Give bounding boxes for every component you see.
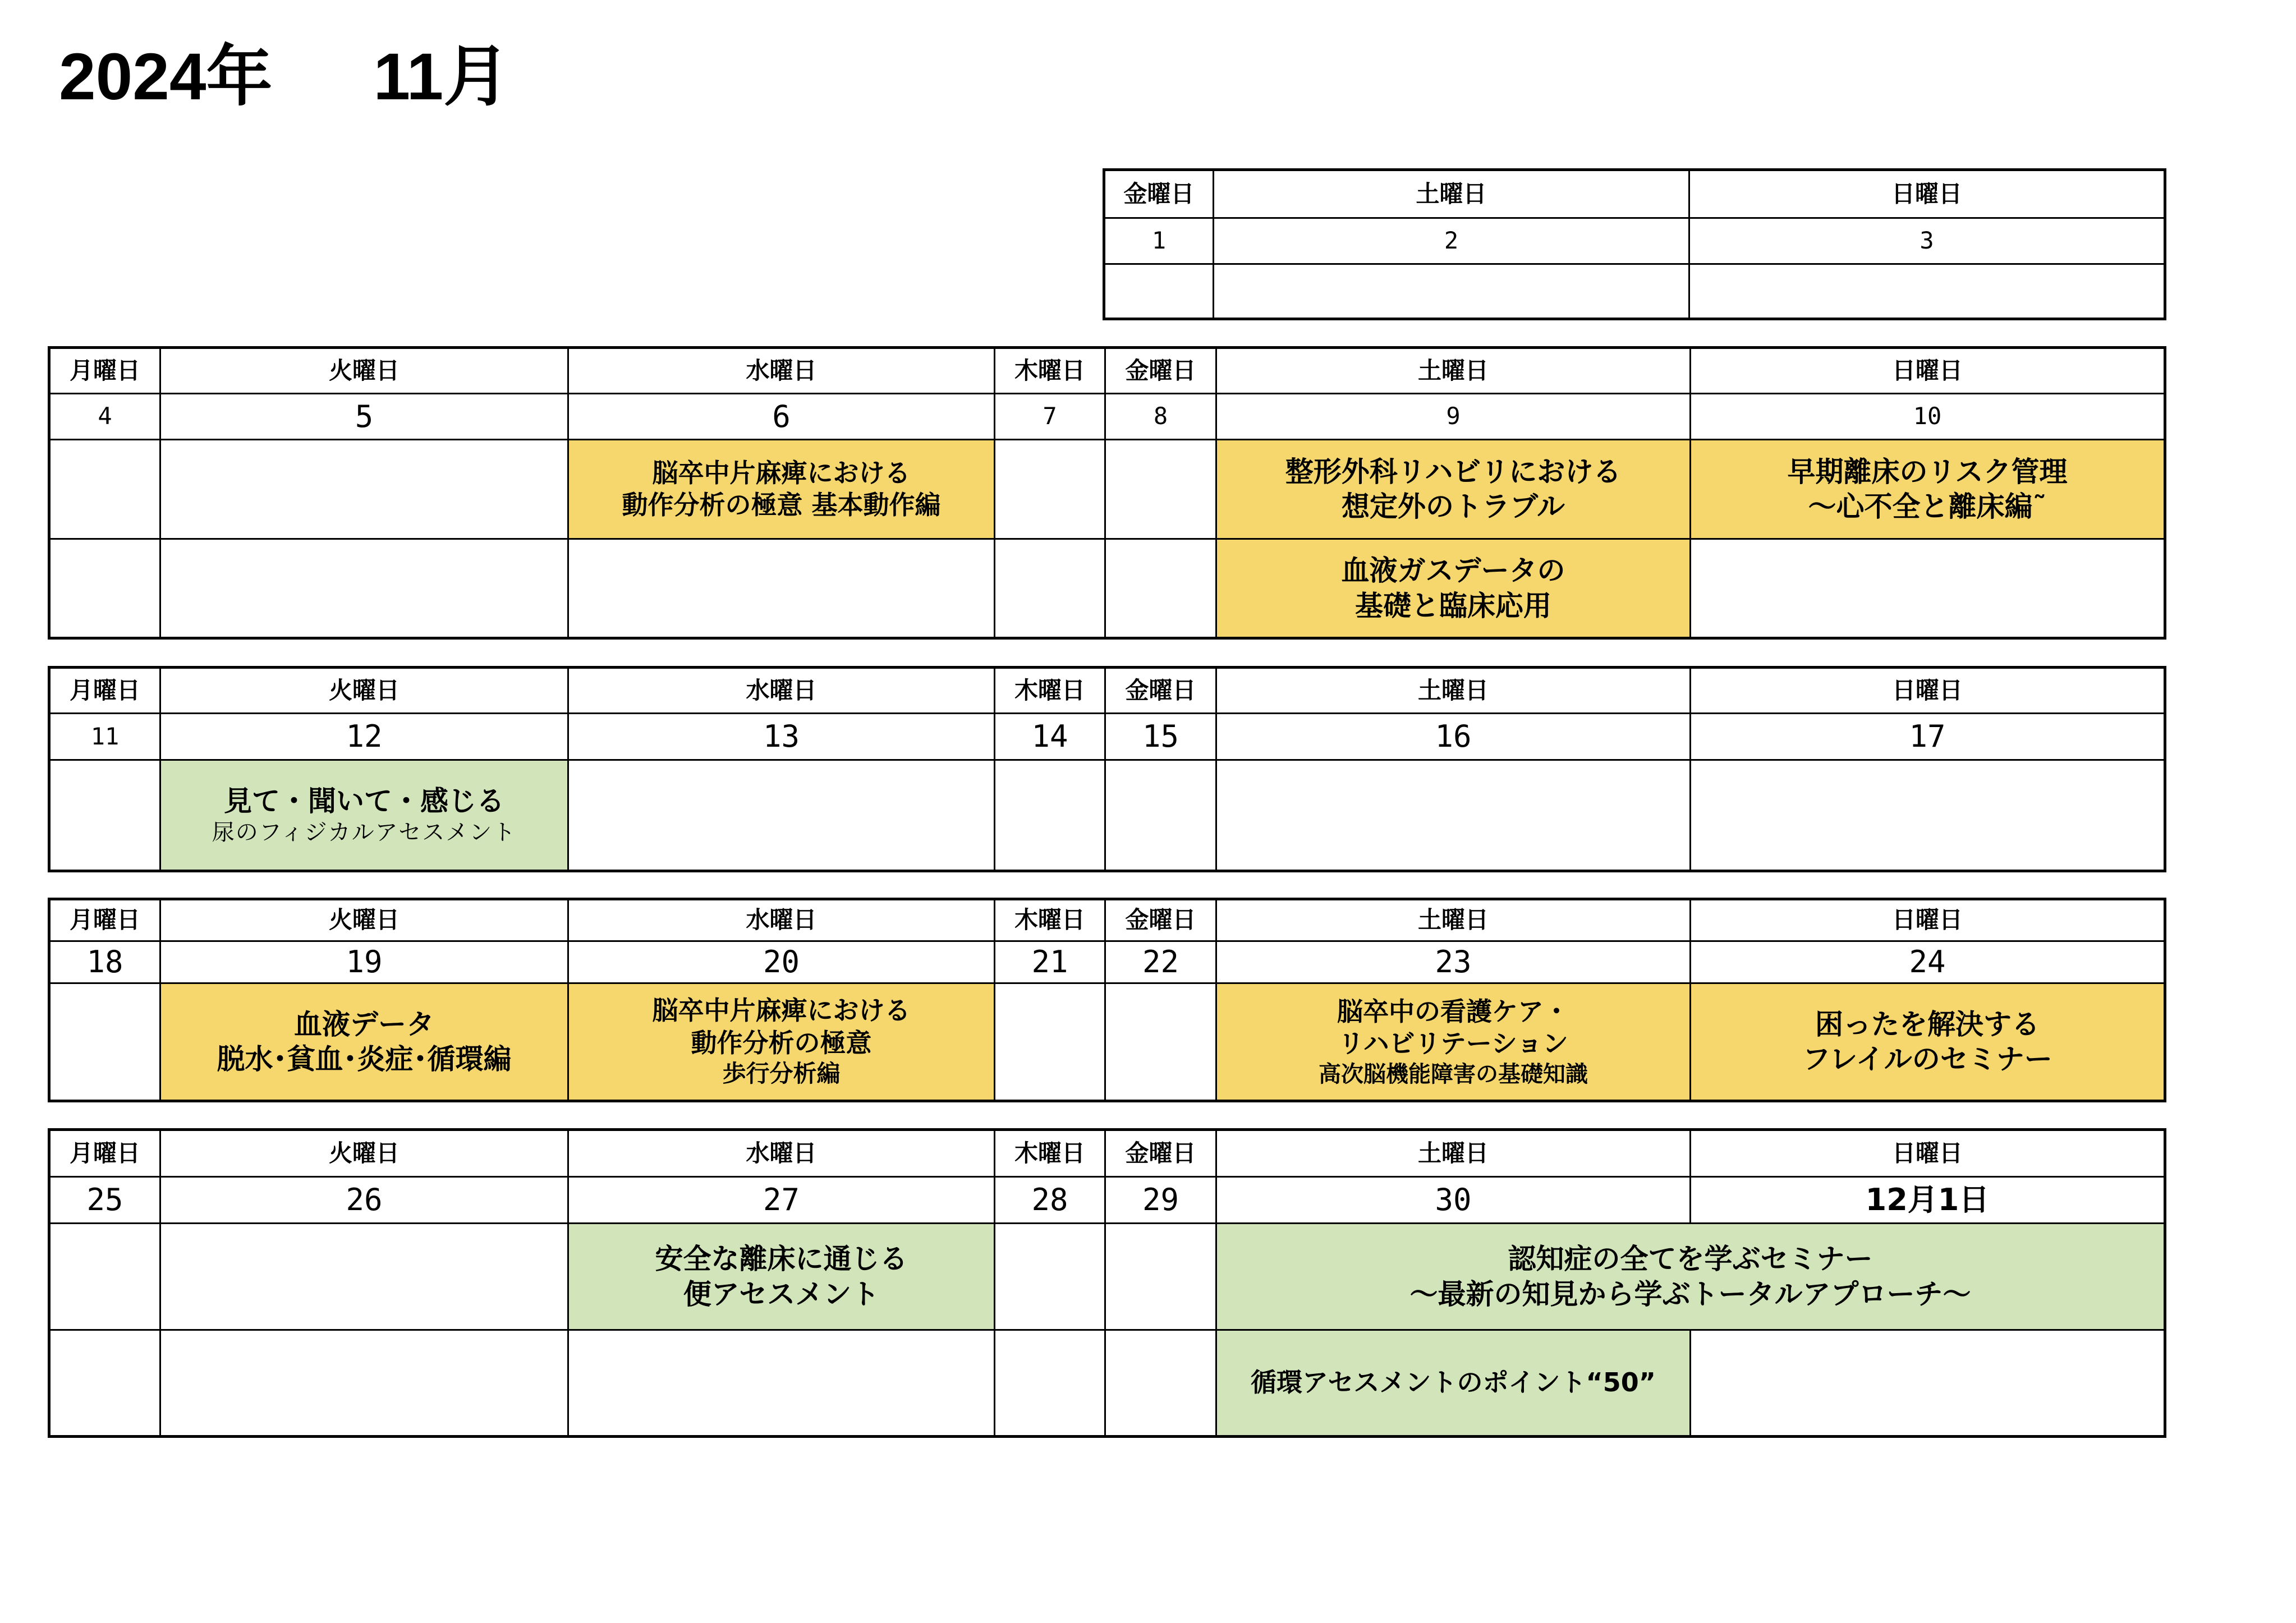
- event-cell-empty: [1105, 539, 1216, 638]
- date-cell[interactable]: 19: [160, 941, 568, 983]
- week-3-table: [48, 898, 2166, 1102]
- date-cell[interactable]: 2: [1214, 218, 1689, 264]
- event-line: 認知症の全てを学ぶセミナー: [1508, 1243, 1873, 1275]
- event-cell-empty: [995, 1224, 1105, 1330]
- date-cell[interactable]: 1: [1104, 218, 1214, 264]
- event-cell-empty: [1691, 539, 2165, 638]
- weekday-sat: 土曜日: [1216, 1130, 1691, 1177]
- weekday-sun: 日曜日: [1691, 899, 2165, 941]
- event-line: 歩行分析編: [722, 1060, 841, 1088]
- event-cell-empty: [160, 539, 568, 638]
- event-line: 〜心不全と離床編˜: [1808, 490, 2047, 523]
- event-cell-empty: [1216, 760, 1691, 871]
- event-cell-empty: [1105, 1330, 1216, 1437]
- event-cell-empty: [1689, 264, 2165, 319]
- event-cell-empty: [49, 760, 160, 871]
- event-cell-empty: [160, 440, 568, 539]
- date-cell[interactable]: 12: [160, 714, 568, 760]
- event-line: 高次脳機能障害の基礎知識: [1319, 1061, 1588, 1087]
- event-line: 便アセスメント: [683, 1277, 880, 1311]
- event-line: 血液ガスデータの: [1341, 554, 1565, 587]
- date-cell[interactable]: 15: [1105, 714, 1216, 760]
- event-cell-empty: [1105, 983, 1216, 1101]
- date-cell[interactable]: 27: [568, 1177, 995, 1224]
- page-title: [59, 40, 510, 114]
- weekday-tue: 火曜日: [160, 1130, 568, 1177]
- weekday-sat: 土曜日: [1216, 899, 1691, 941]
- weekday-fri: 金曜日: [1105, 668, 1216, 714]
- weekday-thu: 木曜日: [995, 899, 1105, 941]
- weekday-sat: 土曜日: [1214, 170, 1689, 218]
- event-seminar[interactable]: [568, 1224, 995, 1330]
- event-cell-empty: [995, 440, 1105, 539]
- weekday-thu: 木曜日: [995, 1130, 1105, 1177]
- event-line: 血液データ: [294, 1008, 434, 1041]
- event-line: 動作分析の極意 基本動作編: [622, 490, 941, 520]
- title-year: 2024年: [59, 40, 273, 114]
- event-cell-empty: [49, 1330, 160, 1437]
- date-cell[interactable]: 28: [995, 1177, 1105, 1224]
- event-cell-empty: [568, 1330, 995, 1437]
- event-line: 尿のフィジカルアセスメント: [212, 820, 517, 846]
- weekday-mon: 月曜日: [49, 1130, 160, 1177]
- week-2-table: [48, 666, 2166, 872]
- weekday-tue: 火曜日: [160, 348, 568, 394]
- event-cell-empty: [49, 1224, 160, 1330]
- event-line: 安全な離床に通じる: [655, 1243, 908, 1275]
- event-line: 想定外のトラブル: [1342, 490, 1565, 523]
- date-cell[interactable]: 18: [49, 941, 160, 983]
- weekday-sat: 土曜日: [1216, 668, 1691, 714]
- event-cell-empty: [1105, 760, 1216, 871]
- date-cell[interactable]: 9: [1216, 394, 1691, 440]
- weekday-wed: 水曜日: [568, 899, 995, 941]
- date-cell[interactable]: 21: [995, 941, 1105, 983]
- date-cell[interactable]: 5: [160, 394, 568, 440]
- date-cell[interactable]: 10: [1691, 394, 2165, 440]
- weekday-sun: 日曜日: [1691, 348, 2165, 394]
- event-line: 〜最新の知見から学ぶトータルアプローチ〜: [1409, 1277, 1971, 1311]
- date-cell[interactable]: 20: [568, 941, 995, 983]
- weekday-tue: 火曜日: [160, 668, 568, 714]
- event-cell-empty: [1105, 1224, 1216, 1330]
- event-cell-empty: [995, 760, 1105, 871]
- weekday-thu: 木曜日: [995, 668, 1105, 714]
- event-cell-empty: [568, 760, 995, 871]
- event-line: 困ったを解決する: [1815, 1008, 2040, 1041]
- event-line: リハビリテーション: [1338, 1028, 1568, 1059]
- event-cell-empty: [160, 1330, 568, 1437]
- date-cell[interactable]: 23: [1216, 941, 1691, 983]
- event-cell-empty: [160, 1224, 568, 1330]
- date-cell[interactable]: 17: [1691, 714, 2165, 760]
- event-seminar[interactable]: [1691, 440, 2165, 539]
- date-cell[interactable]: 12月1日: [1691, 1177, 2165, 1224]
- week-4-table: [48, 1128, 2166, 1438]
- date-cell[interactable]: 4: [49, 394, 160, 440]
- weekday-fri: 金曜日: [1105, 348, 1216, 394]
- event-line: 脳卒中片麻痺における: [652, 457, 911, 488]
- date-cell[interactable]: 16: [1216, 714, 1691, 760]
- week-0-table: [1103, 168, 2166, 320]
- date-cell[interactable]: 22: [1105, 941, 1216, 983]
- date-cell[interactable]: 8: [1105, 394, 1216, 440]
- event-seminar[interactable]: [1216, 1330, 1691, 1437]
- event-line: 循環アセスメントのポイント“50”: [1250, 1367, 1656, 1398]
- event-line: 動作分析の極意: [691, 1027, 872, 1058]
- event-cell-empty: [1214, 264, 1689, 319]
- event-line: 整形外科リハビリにおける: [1285, 455, 1622, 488]
- weekday-sun: 日曜日: [1691, 668, 2165, 714]
- date-cell[interactable]: 11: [49, 714, 160, 760]
- weekday-mon: 月曜日: [49, 668, 160, 714]
- event-line: 見て・聞いて・感じる: [224, 784, 504, 817]
- event-line: 脳卒中片麻痺における: [652, 995, 911, 1026]
- weekday-wed: 水曜日: [568, 348, 995, 394]
- weekday-sun: 日曜日: [1689, 170, 2165, 218]
- event-line: 基礎と臨床応用: [1355, 589, 1551, 622]
- event-cell-empty: [995, 983, 1105, 1101]
- date-cell[interactable]: 3: [1689, 218, 2165, 264]
- event-cell-empty: [1691, 760, 2165, 871]
- event-line: フレイルのセミナー: [1802, 1043, 2052, 1075]
- weekday-wed: 水曜日: [568, 1130, 995, 1177]
- event-cell-empty: [49, 539, 160, 638]
- weekday-mon: 月曜日: [49, 899, 160, 941]
- date-cell[interactable]: 6: [568, 394, 995, 440]
- weekday-tue: 火曜日: [160, 899, 568, 941]
- event-seminar[interactable]: [1216, 983, 1691, 1101]
- date-cell[interactable]: 24: [1691, 941, 2165, 983]
- event-cell-empty: [995, 1330, 1105, 1437]
- event-line: 脱水･貧血･炎症･循環編: [217, 1043, 512, 1075]
- weekday-mon: 月曜日: [49, 348, 160, 394]
- event-seminar[interactable]: [160, 760, 568, 871]
- event-seminar[interactable]: [568, 983, 995, 1101]
- week-1-table: [48, 346, 2166, 640]
- event-cell-empty: [1691, 1330, 2165, 1437]
- date-cell[interactable]: 14: [995, 714, 1105, 760]
- event-cell-empty: [995, 539, 1105, 638]
- event-cell-empty: [49, 440, 160, 539]
- event-seminar[interactable]: [568, 440, 995, 539]
- event-seminar[interactable]: [1216, 440, 1691, 539]
- date-cell[interactable]: 7: [995, 394, 1105, 440]
- event-seminar[interactable]: [1691, 983, 2165, 1101]
- event-seminar[interactable]: [160, 983, 568, 1101]
- weekday-fri: 金曜日: [1105, 1130, 1216, 1177]
- date-cell[interactable]: 25: [49, 1177, 160, 1224]
- weekday-thu: 木曜日: [995, 348, 1105, 394]
- date-cell[interactable]: 13: [568, 714, 995, 760]
- weekday-sun: 日曜日: [1691, 1130, 2165, 1177]
- weekday-wed: 水曜日: [568, 668, 995, 714]
- event-line: 早期離床のリスク管理: [1787, 455, 2068, 488]
- weekday-sat: 土曜日: [1216, 348, 1691, 394]
- weekday-fri: 金曜日: [1104, 170, 1214, 218]
- event-line: 脳卒中の看護ケア・: [1337, 996, 1569, 1027]
- event-cell-empty: [49, 983, 160, 1101]
- weekday-fri: 金曜日: [1105, 899, 1216, 941]
- event-cell-empty: [1104, 264, 1214, 319]
- event-cell-empty: [1105, 440, 1216, 539]
- event-cell-empty: [568, 539, 995, 638]
- date-cell[interactable]: 30: [1216, 1177, 1691, 1224]
- event-seminar[interactable]: [1216, 1224, 2165, 1330]
- date-cell[interactable]: 29: [1105, 1177, 1216, 1224]
- event-seminar[interactable]: [1216, 539, 1691, 638]
- title-month: 11月: [373, 40, 510, 114]
- date-cell[interactable]: 26: [160, 1177, 568, 1224]
